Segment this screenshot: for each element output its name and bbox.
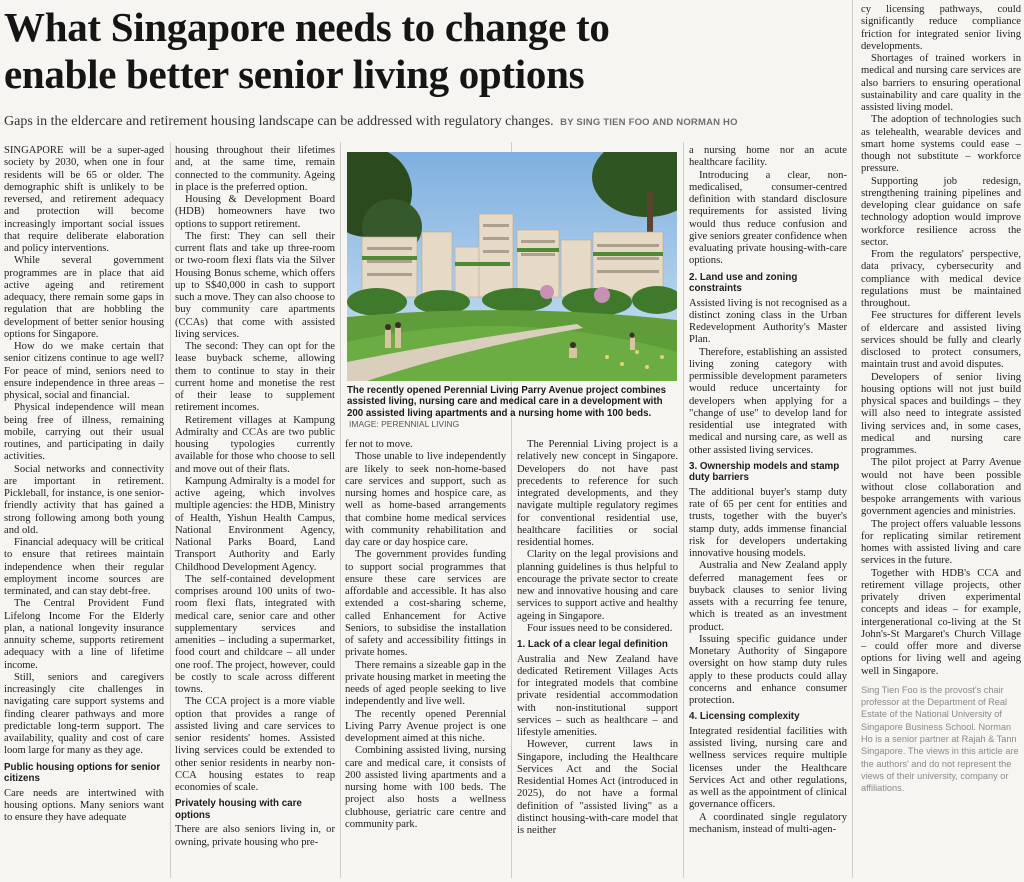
section-heading: 3. Ownership models and stamp duty barriers [689, 460, 840, 484]
paragraph: Supporting job redesign, strengthening training pipelines and developing clear guidance on safe technology adoption would improve workforce resilience across the sector. [861, 175, 1021, 248]
paragraph: The pilot project at Parry Avenue would not have been possible without close collaboration and bespoke arrangements with various government agencies and ministries. [861, 457, 1021, 518]
section-heading: Public housing options for senior citizens [4, 761, 161, 784]
standfirst-text: Gaps in the eldercare and retirement housing landscape can be addressed with regulatory changes. [4, 114, 554, 129]
paragraph: Developers of senior living housing options will not just build physical spaces and buildings – they will also need to integrate assisted living services and, in some cases, medical and nursing care programmes. [861, 371, 1021, 456]
author-bio: Sing Tien Foo is the provost's chair professor at the Department of Real Estate of the National University of Singapore Business School. Norman Ho is a senior partner at Rajah & Tann Singapore. The views in this article are the authors' and do not represent the views of their university, company or affiliations. [861, 684, 1019, 794]
photo-credit: IMAGE: PERENNIAL LIVING [349, 418, 460, 429]
paragraph: A coordinated single regulatory mechanism, instead of multi-agen- [689, 811, 847, 835]
paragraph: Those unable to live independently are likely to seek non-home-based care services and support, such as nursing homes and hospice care, as well as home-based arrangements that combine home medical services with community rehabilitation and day care or day hospice care. [345, 451, 506, 548]
headline-line-1: What Singapore needs to change to [4, 4, 610, 50]
paragraph: From the regulators' perspective, data privacy, cybersecurity and compliance with medical device regulations must be maintained throughout. [861, 249, 1021, 309]
paragraph: The Central Provident Fund Lifelong Income For the Elderly plan, a national longevity insurance annuity scheme, supports retirement adequacy with a line of lifetime income. [4, 598, 164, 671]
paragraph: fer not to move. [345, 439, 413, 450]
section-heading: 4. Licensing complexity [689, 711, 800, 723]
headline-line-2: enable better senior living options [4, 51, 585, 97]
section-heading: Privately housing with care options [175, 798, 302, 821]
paragraph: Retirement villages at Kampung Admiralty and CCAs are two public housing typologies currently available for those who choose to sell and move out of their flats. [175, 414, 335, 475]
paragraph: The project offers valuable lessons for replicating similar retirement homes with assisted living and care services in the future. [861, 518, 1021, 567]
paragraph: Care needs are intertwined with housing options. Many seniors want to ensure they have adequate [4, 787, 164, 823]
paragraph: The Perennial Living project is a relatively new concept in Singapore. Developers do not have past precedents to reference for such integrated developments, and they navigate multiple regulatory regimes for conventional residential use, healthcare facilities or social residential homes. [517, 439, 678, 548]
paragraph: There remains a sizeable gap in the private housing market in meeting the needs of aged people seeking to live independently and live well. [345, 659, 506, 708]
paragraph: Issuing specific guidance under Monetary Authority of Singapore oversight on how stamp duty rules apply to these products could allay concerns and enhance consumer protection. [689, 633, 847, 706]
paragraph: Housing & Development Board (HDB) homeowners have two options to support retirement. [175, 194, 335, 230]
paragraph: Introducing a clear, non-medicalised, consumer-centred definition with standard disclosure requirements for assisted living would thus reduce confusion and give seniors greater confidence when evaluating private housing-with-care options. [689, 169, 847, 267]
column-divider [852, 0, 853, 142]
paragraph: The first: They can sell their current flats and take up three-room or two-room flexi flats via the Silver Housing Bonus scheme, which offers up to S$40,000 in cash to support such a move. They can also choose to buy community care apartments (CCAs) that come with assisted living services. [175, 230, 335, 340]
paragraph: The government provides funding to support social programmes that ensure these care services are affordable and accessible. It has also extended a cost-sharing scheme, called Enhancement for Active Seniors, to subsidise the installation of safety and accessibility fittings in private homes. [345, 549, 506, 659]
paragraph: Shortages of trained workers in medical and nursing care services are also barriers to ensuring operational sustainability and care quality in the assisted living model. [861, 53, 1021, 113]
paragraph: Australia and New Zealand have dedicated Retirement Villages Acts for integrated models that combine private residential accommodation with non-institutional support services – such as healthcare – and lifestyle amenities. [517, 653, 678, 738]
paragraph: Still, seniors and caregivers increasingly cite challenges in navigating care support systems and finding clearer pathways and more predictable long-term support. The availability, quality and cost of care loom large for many as they age. [4, 671, 164, 757]
section-heading: 1. Lack of a clear legal definition [517, 639, 668, 650]
paragraph: Combining assisted living, nursing care and medical care, it consists of 200 assisted living apartments and a nursing home with 100 beds. The project also hosts a wellness clubhouse, geriatric care centre and community park. [345, 745, 506, 830]
paragraph: Social networks and connectivity are important in retirement. Pickleball, for instance, is one senior-friendly activity that has gained a strong following among both young and old. [4, 463, 164, 536]
column-divider [683, 142, 684, 878]
article-column-3 [345, 439, 506, 879]
paragraph: However, current laws in Singapore, including the Healthcare Services Act and the Social Residential Homes Act (introduced in 2025), do not have a formal definition of "assisted living" as a distinct housing-with-care model that is neither [517, 739, 678, 836]
paragraph: Assisted living is not recognised as a distinct zoning class in the Urban Redevelopment Authority's Master Plan. [689, 297, 847, 346]
paragraph: How do we make certain that senior citizens continue to age well? For peace of mind, seniors need to ensure independence in three areas – physical, social and financial. [4, 341, 164, 401]
paragraph: Integrated residential facilities with assisted living, nursing care and wellness services require multiple licenses under the Healthcare Services Act and other regulations, as well as the appointment of clinical governance officers. [689, 725, 847, 811]
paragraph: Australia and New Zealand apply deferred management fees or buyback clauses to senior living assets with a recurring fee tenure, which is treated as an investment product. [689, 560, 847, 633]
column-divider [170, 142, 171, 878]
article-column-1 [4, 145, 164, 879]
paragraph: The recently opened Perennial Living Parry Avenue project is one development aimed at this niche. [345, 708, 506, 744]
column-divider [340, 142, 341, 878]
column-divider [852, 142, 853, 878]
paragraph: Four issues need to be considered. [527, 622, 673, 634]
paragraph: The CCA project is a more viable option that provides a range of assisted living and care services to senior residents' homes. Assisted living services could be extended to other senior residents in nearby non-CCA housing estates to reap economies of scale. [175, 696, 335, 793]
article-column-5 [689, 145, 847, 879]
paragraph: The self-contained development comprises around 100 units of two-room flexi flats, integrated with medical care, senior care and other supplementary services and amenities – including a supermarket, food court and childcare – all under one roof. The project, however, could be costly to scale across different towns. [175, 573, 335, 695]
standfirst [4, 113, 840, 131]
paragraph: Fee structures for different levels of eldercare and assisted living services should be fully and clearly disclosed to protect consumers, maintain trust and avoid disputes. [861, 310, 1021, 371]
headline [4, 4, 844, 98]
paragraph: a nursing home nor an acute healthcare facility. [689, 145, 847, 169]
paragraph: There are also seniors living in, or owning, private housing who pre- [175, 824, 335, 848]
paragraph: Together with HDB's CCA and retirement village projects, other privately driven experimental concepts and ideas – for example, intergenerational co-living at the St John's-St Margaret's Church Village – could offer more and diverse options for living well and ageing well in Singapore. [861, 567, 1021, 677]
paragraph: SINGAPORE will be a super-aged society by 2030, when one in four residents will be 65 or older. The demographic shift is unlikely to be reversed, and retirement adequacy and protection will become increasingly important social issues that require deliberate elaboration and policy interventions. [4, 145, 164, 254]
paragraph: housing throughout their lifetimes and, at the same time, remain connected to the community. Ageing in place is the preferred option. [175, 145, 335, 193]
paragraph: The adoption of technologies such as telehealth, wearable devices and smart home systems could ease – though not substitute – workforce pressure. [861, 114, 1021, 175]
section-heading: 2. Land use and zoning constraints [689, 271, 798, 294]
paragraph: cy licensing pathways, could significantly reduce compliance friction for integrated senior living developments. [861, 4, 1021, 52]
paragraph: The additional buyer's stamp duty rate of 65 per cent for entities and trusts, together with the buyer's stamp duty, adds immense financial risk for developers undertaking innovative housing models. [689, 486, 847, 559]
paragraph: Therefore, establishing an assisted living zoning category with permissible development parameters would reduce uncertainty for developers when applying for a "change of use" to develop land for residential use integrated with medical and nursing care, as well as other assisted living services. [689, 346, 847, 456]
paragraph: While several government programmes are in place that aid active ageing and retirement adequacy, there remain some gaps in regulation that are hobbling the development of better senior housing options for Singapore. [4, 255, 164, 340]
paragraph: Financial adequacy will be critical to ensure that retirees maintain independence when their regular employment income sources are terminated, and can stay debt-free. [4, 537, 164, 597]
article-column-6 [861, 4, 1021, 879]
perennial-living-illustration [347, 152, 677, 381]
paragraph: Physical independence will mean being free of illness, remaining mobile, carrying out their usual routines, and participating in daily activities. [4, 402, 164, 463]
caption-text: The recently opened Perennial Living Parry Avenue project combines assisted living, nursing care and medical care in a development with 200 assisted living apartments and a nursing home with 100 beds. [347, 385, 667, 419]
article-column-2 [175, 145, 335, 879]
photo-caption [347, 385, 677, 430]
byline: BY SING TIEN FOO AND NORMAN HO [560, 117, 738, 128]
paragraph: The second: They can opt for the lease buyback scheme, allowing them to continue to stay in their current home and monetise the rest of their lease to supplement retirement incomes. [175, 341, 335, 414]
article-photo [347, 152, 677, 381]
paragraph: Kampung Admiralty is a model for active ageing, which involves multiple agencies: the HDB, Ministry of Health, Yishun Health Campus, National Environment Agency, National Parks Board, Land Transport Authority and Early Childhood Development Agency. [175, 475, 335, 573]
paragraph: Clarity on the legal provisions and planning guidelines is thus helpful to encourage the private sector to create new and innovative housing and care services to support active and healthy ageing in Singapore. [517, 549, 678, 622]
article-column-4 [517, 439, 678, 879]
